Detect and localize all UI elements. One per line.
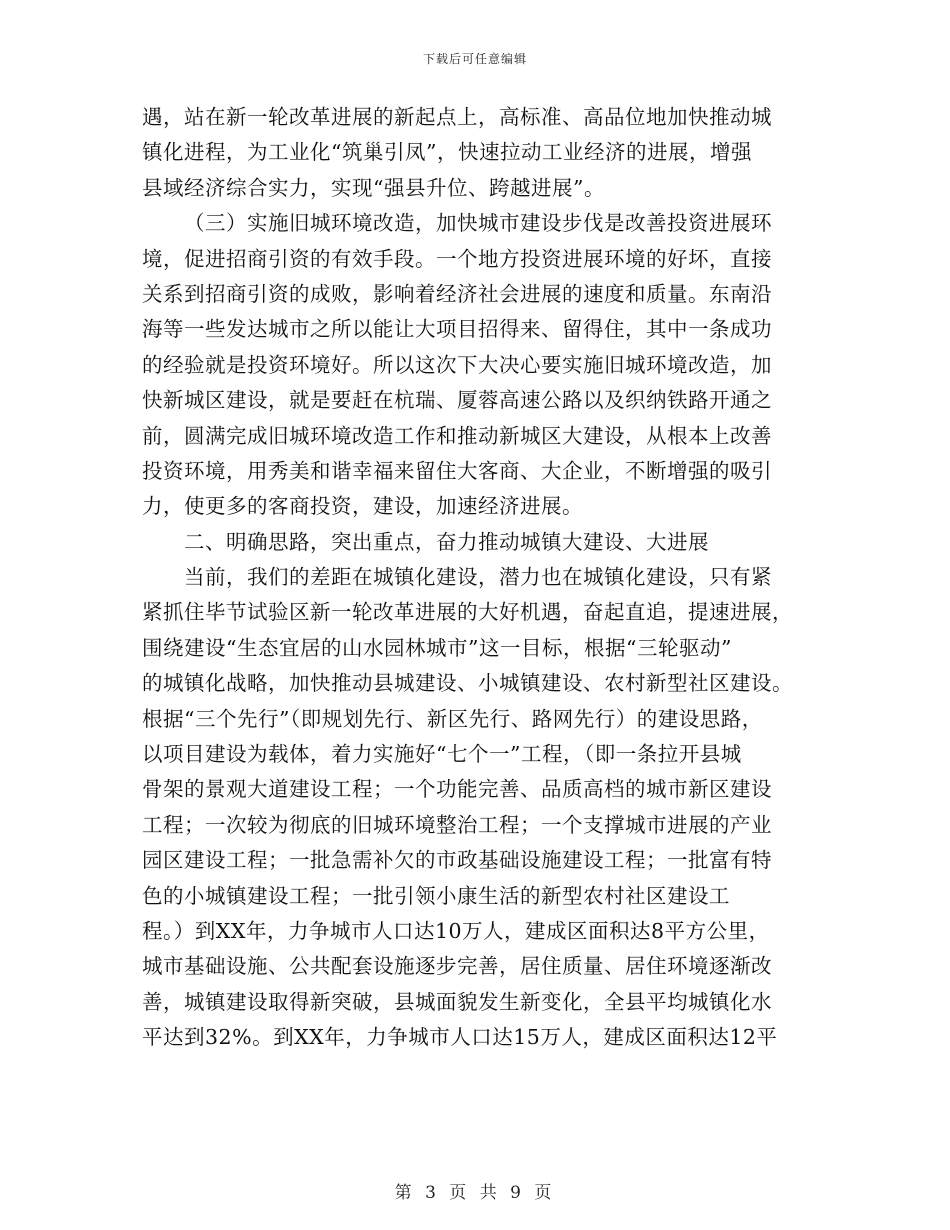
text-line: 紧抓住毕节试验区新一轮改革进展的大好机遇，奋起直追，提速进展， — [142, 600, 793, 625]
text-line: 的经验就是投资环境好。所以这次下大决心要实施旧城环境改造，加 — [142, 352, 772, 377]
text-line: 快新城区建设，就是要赶在杭瑞、厦蓉高速公路以及织纳铁路开通之 — [142, 388, 772, 413]
text-line: 色的小城镇建设工程；一批引领小康生活的新型农村社区建设工 — [142, 883, 730, 908]
text-line: 当前，我们的差距在城镇化建设，潜力也在城镇化建设，只有紧 — [184, 565, 772, 590]
document-body — [142, 100, 802, 1056]
text-line: 海等一些发达城市之所以能让大项目招得来、留得住，其中一条成功 — [142, 317, 772, 342]
text-line: 以项目建设为载体，着力实施好“七个一”工程，（即一条拉开县城 — [142, 742, 742, 767]
text-line: 镇化进程，为工业化“筑巢引凤”，快速拉动工业经济的进展，增强 — [142, 140, 752, 165]
text-line: 力，使更多的客商投资，建设，加速经济进展。 — [142, 494, 583, 519]
text-line: 围绕建设“生态宜居的山水园林城市”这一目标，根据“三轮驱动” — [142, 635, 732, 660]
text-line: 程。）到XX年，力争城市人口达10万人，建成区面积达8平方公里， — [142, 918, 770, 943]
section-heading: 二、明确思路，突出重点，奋力推动城镇大建设、大进展 — [184, 529, 709, 554]
text-line: 园区建设工程；一批急需补欠的市政基础设施建设工程；一批富有特 — [142, 848, 772, 873]
text-line: 骨架的景观大道建设工程；一个功能完善、品质高档的城市新区建设 — [142, 777, 772, 802]
text-line: 关系到招商引资的成败，影响着经济社会进展的速度和质量。东南沿 — [142, 281, 772, 306]
text-line: 平达到32%。到XX年，力争城市人口达15万人，建成区面积达12平 — [142, 1025, 778, 1050]
text-line: 境，促进招商引资的有效手段。一个地方投资进展环境的好坏，直接 — [142, 246, 772, 271]
text-line: 根据“三个先行”（即规划先行、新区先行、路网先行）的建设思路， — [142, 706, 763, 731]
text-line: （三）实施旧城环境改造，加快城市建设步伐是改善投资进展环 — [184, 211, 772, 236]
text-line: 县域经济综合实力，实现“强县升位、跨越进展”。 — [142, 175, 605, 200]
text-line: 投资环境，用秀美和谐幸福来留住大客商、大企业，不断增强的吸引 — [142, 458, 772, 483]
text-line: 前，圆满完成旧城环境改造工作和推动新城区大建设，从根本上改善 — [142, 423, 772, 448]
text-line: 工程；一次较为彻底的旧城环境整治工程；一个支撑城市进展的产业 — [142, 812, 772, 837]
page-header: 下载后可任意编辑 — [422, 52, 527, 66]
text-line: 善，城镇建设取得新突破，县城面貌发生新变化，全县平均城镇化水 — [142, 989, 772, 1014]
page-number-footer: 第 3 页 共 9 页 — [394, 1183, 556, 1203]
text-line: 的城镇化战略，加快推动县城建设、小城镇建设、农村新型社区建设。 — [142, 671, 793, 696]
text-line: 遇，站在新一轮改革进展的新起点上，高标准、高品位地加快推动城 — [142, 105, 772, 129]
text-line: 城市基础设施、公共配套设施逐步完善，居住质量、居住环境逐渐改 — [142, 954, 772, 979]
